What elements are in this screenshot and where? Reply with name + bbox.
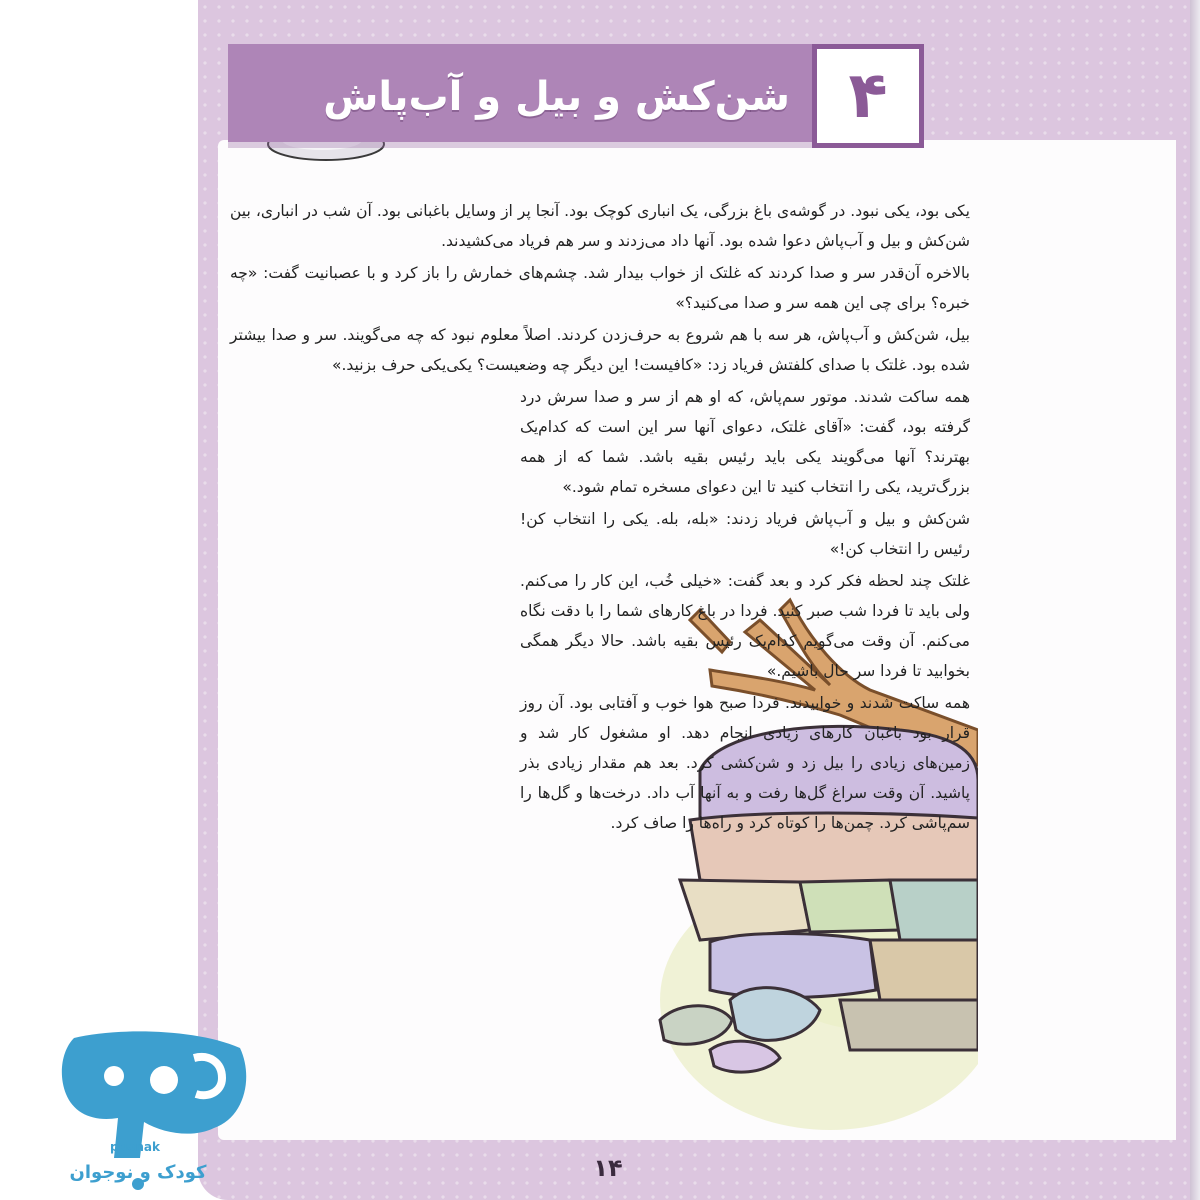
page-edge — [1190, 0, 1200, 1200]
story-text — [230, 196, 970, 840]
logo-latin-text: puonak — [110, 1140, 160, 1154]
page-number: ۱۴ — [593, 1154, 623, 1182]
chapter-number: ۴ — [848, 59, 888, 133]
story-paragraph: یکی بود، یکی نبود. در گوشه‌ی باغ بزرگی، یک انباری کوچک بود. آنجا پر از وسایل باغبانی بود. آن شب در انباری، بین شن‌کش و بیل و آب‌پاش دعوا شده بود. آنها داد می‌زدند و سر هم فریاد می‌کشیدند. — [230, 202, 970, 250]
logo-tagline: کودک و نوجوان — [69, 1162, 207, 1183]
chapter-number-box — [812, 44, 924, 148]
story-paragraph: همه ساکت شدند و خوابیدند. فردا صبح هوا خوب و آفتابی بود. آن روز قرار بود باغبان کارهای زیادی انجام دهد. او مشغول کار شد و زمین‌های زیادی را بیل زد و شن‌کشی کرد. بعد هم مقدار زیادی بذر پاشید. آن وقت سراغ گل‌ها رفت و به آنها آب داد. درخت‌ها و گل‌ها را سم‌پاشی کرد. چمن‌ها را کوتاه کرد و راه‌ها را صاف کرد. — [520, 694, 970, 832]
story-paragraph: همه ساکت شدند. موتور سم‌پاش، که او هم از سر و صدا سرش درد گرفته بود، گفت: «آقای غلتک، دعوای آنها سر این است که کدام‌یک بهترند؟ آنها می‌گویند یکی باید رئیس بقیه باشد. شما که از همه بزرگ‌ترید، یکی را انتخاب کنید تا این دعوای مسخره تمام شود.» — [520, 388, 970, 496]
chapter-title: شن‌کش و بیل و آب‌پاش — [323, 74, 790, 120]
story-paragraph: بیل، شن‌کش و آب‌پاش، هر سه با هم شروع به حرف‌زدن کردند. اصلاً معلوم نبود که چه می‌گویند. سر و صدا بیشتر شده بود. غلتک با صدای کلفتش فریاد زد: «کافیست! این دیگر چه وضعیست؟ یکی‌یکی حرف بزنید.» — [230, 326, 970, 374]
story-paragraph: بالاخره آن‌قدر سر و صدا کردند که غلتک از خواب بیدار شد. چشم‌های خمارش را باز کرد و با عصبانیت گفت: «چه خبره؟ برای چی این همه سر و صدا می‌کنید؟» — [230, 264, 970, 312]
story-paragraph: شن‌کش و بیل و آب‌پاش فریاد زدند: «بله، بله. یکی را انتخاب کن! رئیس را انتخاب کن!» — [520, 510, 970, 558]
story-paragraph: غلتک چند لحظه فکر کرد و بعد گفت: «خیلی خُب، این کار را می‌کنم. ولی باید تا فردا شب صبر کنید. فردا در باغ کارهای شما را با دقت نگاه می‌کنم. آن وقت می‌گویم کدام‌یک رئیس بقیه باشد. حالا دیگر همگی بخوابید تا فردا سر حال باشیم.» — [520, 572, 970, 680]
